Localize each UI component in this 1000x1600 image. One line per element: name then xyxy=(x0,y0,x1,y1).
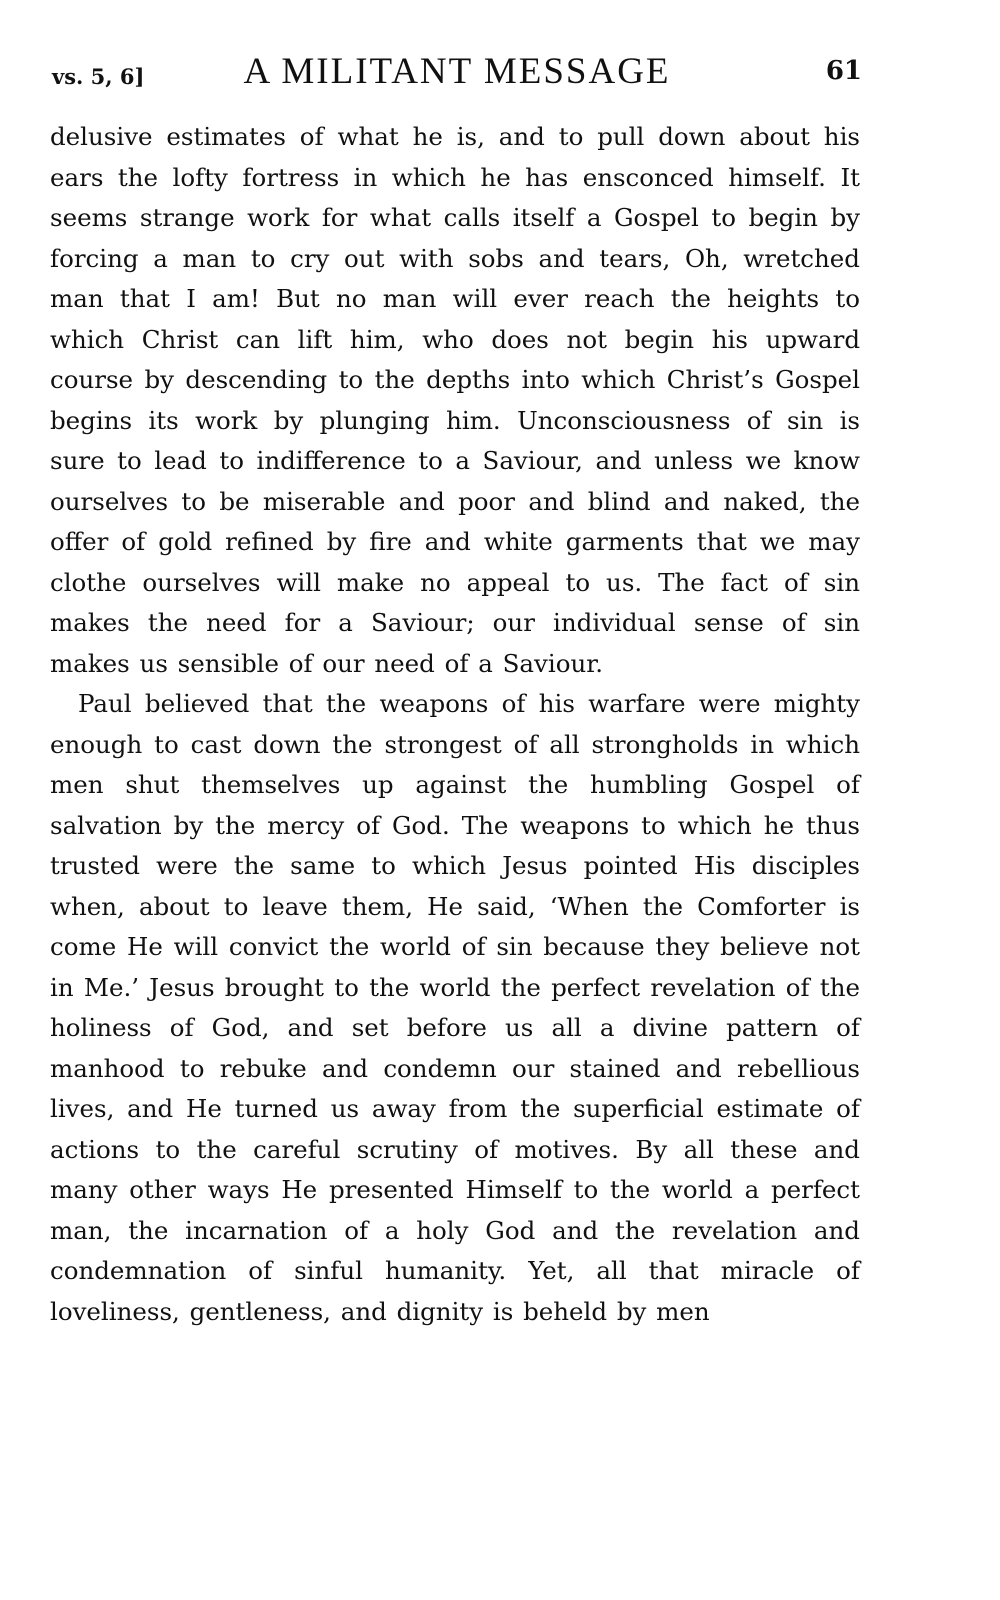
page-title: A MILITANT MESSAGE xyxy=(243,51,671,92)
page-number: 61 xyxy=(825,56,862,86)
verse-reference: vs. 5, 6] xyxy=(52,64,145,89)
paragraph-continued: delusive estimates of what he is, and to pull down about his ears the lofty fortress in which he has ensconced himself. It seems strange work for what calls itself a Gospel to begin by forcing a man to cry out with sobs and tears, Oh, wretched man that I am! But no man will ever reach the heights to which Christ can lift him, who does not begin his upward course by descending to the depths into which Christ’s Gospel begins its work by plunging him. Unconsciousness of sin is sure to lead to indifference to a Saviour, and unless we know ourselves to be miserable and poor and blind and naked, the offer of gold refined by fire and white garments that we may clothe ourselves will make no appeal to us. The fact of sin makes the need for a Saviour; our individual sense of sin makes us sensible of our need of a Saviour. xyxy=(50,122,860,678)
running-head xyxy=(52,50,862,100)
body-text xyxy=(50,117,860,1332)
paragraph: Paul believed that the weapons of his warfare were mighty enough to cast down the strongest of all strongholds in which men shut themselves up against the humbling Gospel of salvation by the mercy of God. The weapons to which he thus trusted were the same to which Jesus pointed His disciples when, about to leave them, He said, ‘When the Comforter is come He will convict the world of sin because they believe not in Me.’ Jesus brought to the world the perfect revelation of the holiness of God, and set before us all a divine pattern of manhood to rebuke and condemn our stained and rebellious lives, and He turned us away from the superficial estimate of actions to the careful scrutiny of motives. By all these and many other ways He presented Himself to the world a perfect man, the incarnation of a holy God and the revelation and condemnation of sinful humanity. Yet, all that miracle of loveliness, gentleness, and dignity is beheld by men xyxy=(50,689,860,1326)
